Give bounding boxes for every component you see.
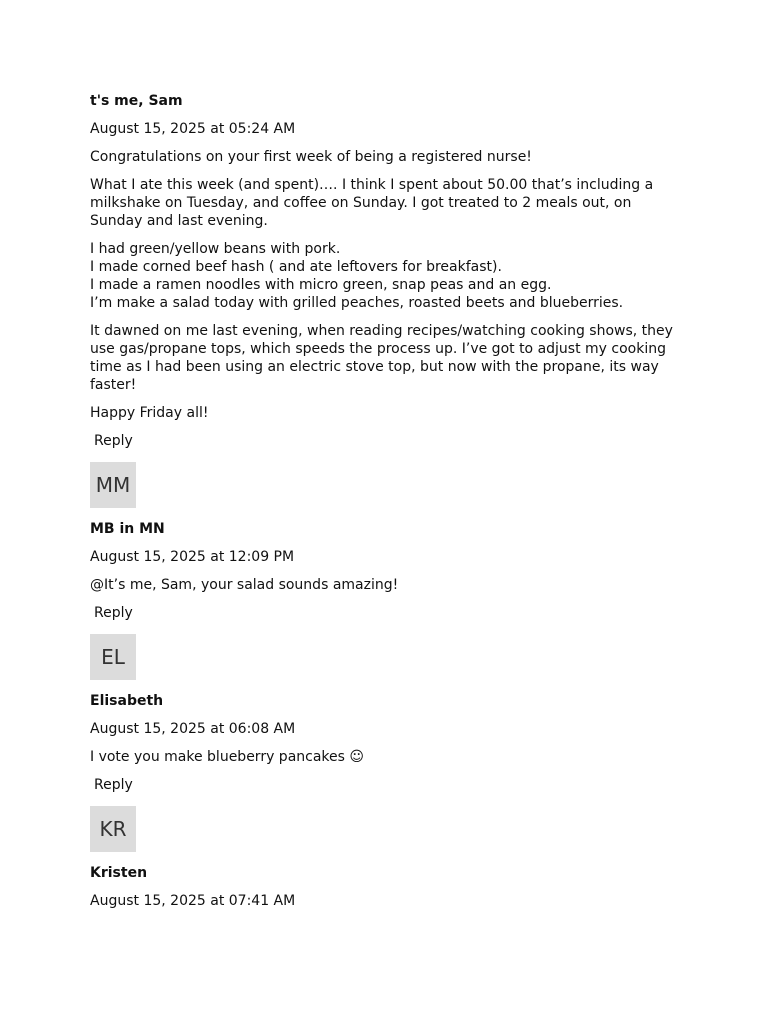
comment-paragraph bbox=[90, 148, 680, 166]
comment-text: I vote you make blueberry pancakes ☺ bbox=[90, 749, 364, 765]
reply-link[interactable]: Reply bbox=[94, 605, 133, 621]
comment-text: Happy Friday all! bbox=[90, 405, 209, 421]
comment-date: August 15, 2025 at 12:09 PM bbox=[90, 549, 295, 565]
comment-text: I made corned beef hash ( and ate leftovers for breakfast). bbox=[90, 259, 502, 275]
comment bbox=[90, 462, 680, 634]
comment-text: Congratulations on your first week of being a registered nurse! bbox=[90, 149, 532, 165]
comment-author: t's me, Sam bbox=[90, 93, 183, 109]
avatar: MM bbox=[90, 462, 136, 508]
comment bbox=[90, 806, 680, 910]
comment-paragraph bbox=[90, 322, 680, 394]
comment-text: @It’s me, Sam, your salad sounds amazing! bbox=[90, 577, 399, 593]
avatar: KR bbox=[90, 806, 136, 852]
comment-date: August 15, 2025 at 06:08 AM bbox=[90, 721, 296, 737]
comment-author: Elisabeth bbox=[90, 693, 164, 709]
comment-paragraph bbox=[90, 176, 680, 230]
comment-date: August 15, 2025 at 07:41 AM bbox=[90, 893, 296, 909]
comment-text: It dawned on me last evening, when reading recipes/watching cooking shows, they use gas/propane tops, which speeds the process up. I’ve got to adjust my cooking time as I had been using an electric stove top, but now with the propane, its way faster! bbox=[90, 323, 673, 393]
comment-author: Kristen bbox=[90, 865, 148, 881]
comment-text: I had green/yellow beans with pork. bbox=[90, 241, 341, 257]
comment bbox=[90, 634, 680, 806]
comment-paragraph bbox=[90, 240, 680, 312]
reply-link[interactable]: Reply bbox=[94, 433, 133, 449]
comment-paragraph bbox=[90, 748, 680, 766]
comment-text: I’m make a salad today with grilled peaches, roasted beets and blueberries. bbox=[90, 295, 624, 311]
comment-thread bbox=[90, 92, 680, 920]
comment-paragraph bbox=[90, 404, 680, 422]
avatar: EL bbox=[90, 634, 136, 680]
comment-author: MB in MN bbox=[90, 521, 165, 537]
comment-date: August 15, 2025 at 05:24 AM bbox=[90, 121, 296, 137]
comment-text: I made a ramen noodles with micro green, snap peas and an egg. bbox=[90, 277, 552, 293]
comment-text: What I ate this week (and spent)…. I think I spent about 50.00 that’s including a milkshake on Tuesday, and coffee on Sunday. I got treated to 2 meals out, on Sunday and last evening. bbox=[90, 177, 654, 229]
reply-link[interactable]: Reply bbox=[94, 777, 133, 793]
comment bbox=[90, 92, 680, 462]
comment-paragraph bbox=[90, 576, 680, 594]
